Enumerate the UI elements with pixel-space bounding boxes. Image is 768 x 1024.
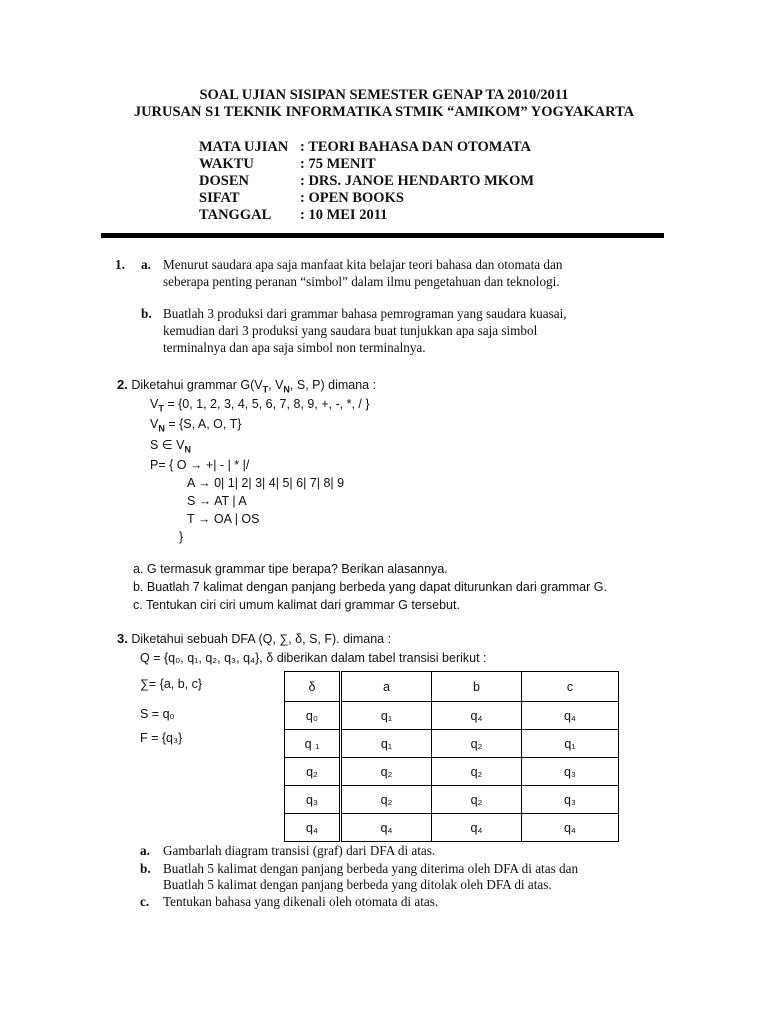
production-close: } <box>179 530 184 544</box>
question-2-intro-post: , S, P) dimana : <box>289 378 377 392</box>
transition-table <box>284 671 619 842</box>
exam-title: SOAL UJIAN SISIPAN SEMESTER GENAP TA 2010/2011 <box>199 87 569 103</box>
sub-t: T <box>262 384 269 395</box>
table-row <box>285 786 619 814</box>
question-2-intro-pre: Diketahui grammar G(V <box>131 378 263 392</box>
header-divider <box>101 233 664 238</box>
question-3b-line1: Buatlah 5 kalimat dengan panjang berbeda yang diterima oleh DFA di atas dan <box>163 861 579 876</box>
transition-cell: q₂ <box>432 786 522 814</box>
question-3c-label: c. <box>140 894 150 909</box>
meta-label-lecturer: DOSEN <box>199 173 249 189</box>
meta-value-time: : 75 MENIT <box>300 156 376 172</box>
start-sub: N <box>184 444 192 455</box>
transition-table-header <box>285 672 619 702</box>
question-2-intro <box>117 377 376 395</box>
table-row <box>285 702 619 730</box>
meta-label-date: TANGGAL <box>199 207 272 223</box>
question-3a-label: a. <box>140 843 150 858</box>
vt-set: = {0, 1, 2, 3, 4, 5, 6, 7, 8, 9, +, -, *, / } <box>163 397 370 411</box>
vt-sub: T <box>158 403 164 414</box>
dfa-states: Q = {q₀, q₁, q₂, q₃, q₄}, δ diberikan dalam tabel transisi berikut : <box>140 651 487 665</box>
production-t: T → OA | OS <box>187 512 260 526</box>
transition-cell: q₂ <box>341 786 432 814</box>
question-2-number: 2. <box>117 377 128 392</box>
question-3b-line2: Buatlah 5 kalimat dengan panjang berbeda yang ditolak oleh DFA di atas. <box>163 877 552 892</box>
question-3-intro-text: Diketahui sebuah DFA (Q, ∑, δ, S, F). dimana : <box>131 632 392 646</box>
question-2a: a. G termasuk grammar tipe berapa? Berikan alasannya. <box>133 562 448 576</box>
question-3-number: 3. <box>117 631 128 646</box>
state-cell: q₄ <box>285 814 341 842</box>
transition-cell: q₄ <box>522 814 619 842</box>
question-2-intro-mid: , V <box>268 378 284 392</box>
production-a: A → 0| 1| 2| 3| 4| 5| 6| 7| 8| 9 <box>187 476 345 490</box>
transition-cell: q₁ <box>522 730 619 758</box>
transition-cell: q₁ <box>341 730 432 758</box>
vn-sub: N <box>158 423 165 434</box>
header-delta: δ <box>285 672 341 702</box>
meta-value-subject: : TEORI BAHASA DAN OTOMATA <box>300 139 531 155</box>
transition-cell: q₂ <box>432 758 522 786</box>
vt-symbol: V <box>150 397 159 411</box>
table-row <box>285 758 619 786</box>
header-c: c <box>522 672 619 702</box>
transition-cell: q₃ <box>522 786 619 814</box>
question-1a-line1: Menurut saudara apa saja manfaat kita belajar teori bahasa dan otomata dan <box>163 257 563 272</box>
table-row <box>285 814 619 842</box>
question-1-number: 1. <box>115 257 125 272</box>
question-1b-label: b. <box>141 306 152 321</box>
question-1b-line1: Buatlah 3 produksi dari grammar bahasa pemrograman yang saudara kuasai, <box>163 306 567 321</box>
production-s: S → AT | A <box>187 494 247 508</box>
transition-cell: q₄ <box>522 702 619 730</box>
production-o: P= { O → +| - | * |/ <box>150 458 250 472</box>
vn-symbol: V <box>150 417 159 431</box>
start-symbol: S ∈ V <box>150 438 185 452</box>
question-1a-label: a. <box>141 257 151 272</box>
meta-label-time: WAKTU <box>199 156 254 172</box>
meta-value-nature: : OPEN BOOKS <box>300 190 404 206</box>
dfa-alphabet: ∑= {a, b, c} <box>140 677 203 691</box>
transition-cell: q₄ <box>432 814 522 842</box>
question-3a: Gambarlah diagram transisi (graf) dari DFA di atas. <box>163 843 436 858</box>
grammar-vn <box>150 417 241 434</box>
transition-cell: q₃ <box>522 758 619 786</box>
state-cell: q₀ <box>285 702 341 730</box>
transition-cell: q₂ <box>432 730 522 758</box>
question-3b-label: b. <box>140 861 151 876</box>
transition-cell: q₁ <box>341 702 432 730</box>
state-cell: q₃ <box>285 786 341 814</box>
dfa-final-states: F = {q₃} <box>140 731 183 745</box>
question-2c: c. Tentukan ciri ciri umum kalimat dari grammar G tersebut. <box>133 598 460 612</box>
meta-value-date: : 10 MEI 2011 <box>300 207 388 223</box>
question-3-intro <box>117 631 391 646</box>
state-cell: q ₁ <box>285 730 341 758</box>
sub-n: N <box>283 384 290 395</box>
meta-value-lecturer: : DRS. JANOE HENDARTO MKOM <box>300 173 535 189</box>
table-row <box>285 730 619 758</box>
question-2b: b. Buatlah 7 kalimat dengan panjang berbeda yang dapat diturunkan dari grammar G. <box>133 580 607 594</box>
meta-label-subject: MATA UJIAN <box>199 139 289 155</box>
vn-set: = {S, A, O, T} <box>164 417 242 431</box>
header-b: b <box>432 672 522 702</box>
grammar-start <box>150 437 191 455</box>
meta-label-nature: SIFAT <box>199 190 240 206</box>
header-a: a <box>341 672 432 702</box>
question-1a-line2: seberapa penting peranan “simbol” dalam ilmu pengetahuan dan teknologi. <box>163 274 560 289</box>
transition-cell: q₄ <box>341 814 432 842</box>
question-1b-line2: kemudian dari 3 produksi yang saudara buat tunjukkan apa saja simbol <box>163 323 538 338</box>
question-1b-line3: terminalnya dan apa saja simbol non terminalnya. <box>163 340 426 355</box>
department-title: JURUSAN S1 TEKNIK INFORMATIKA STMIK “AMIKOM” YOGYAKARTA <box>133 104 635 120</box>
dfa-start-state: S = q₀ <box>140 707 175 721</box>
state-cell: q₂ <box>285 758 341 786</box>
grammar-vt <box>150 397 370 414</box>
question-3c: Tentukan bahasa yang dikenali oleh otomata di atas. <box>163 894 439 909</box>
transition-cell: q₄ <box>432 702 522 730</box>
transition-cell: q₂ <box>341 758 432 786</box>
